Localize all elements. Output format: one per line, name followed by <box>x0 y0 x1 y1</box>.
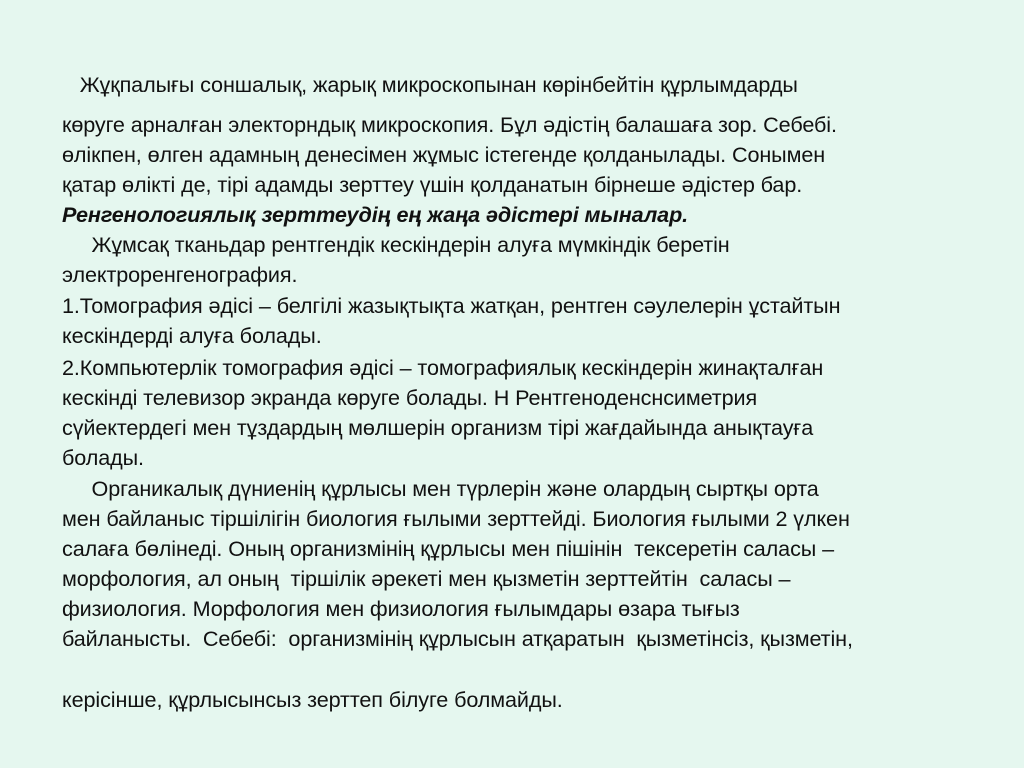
text-line: электроренгенография. <box>62 262 298 287</box>
text-line: Жұқпалығы соншалық, жарық микроскопынан көрінбейтін құрлымдарды <box>62 72 798 97</box>
text-line: сүйектердегі мен тұздардың мөлшерін организм тірі жағдайында анықтауға <box>62 415 814 440</box>
list-item: 2.Компьютерлік томография әдісі – томографиялық кескіндерін жинақталған <box>62 355 824 380</box>
text-line: салаға бөлінеді. Оның организмінің құрлысы мен пішінін тексеретін саласы – <box>62 536 835 561</box>
text-line: қатар өлікті де, тірі адамды зерттеу үшін қолданатын бірнеше әдістер бар. <box>62 172 803 197</box>
text-line: морфология, ал оның тіршілік әрекеті мен қызметін зерттейтін саласы – <box>62 566 791 591</box>
text-line: кескінді телевизор экранда көруге болады. Н Рентгеноденснсиметрия <box>62 385 758 410</box>
text-line: физиология. Морфология мен физиология ғылымдары өзара тығыз <box>62 596 740 621</box>
text-line: байланысты. Себебі: организмінің құрлысын атқаратын қызметінсіз, қызметін, <box>62 626 853 651</box>
text-line: мен байланыс тіршілігін биология ғылыми зерттейді. Биология ғылыми 2 үлкен <box>62 506 850 531</box>
section-heading: Ренгенологиялық зерттеудің ең жаңа әдістері мыналар. <box>62 202 689 227</box>
text-line: Органикалық дүниенің құрлысы мен түрлерін және олардың сыртқы орта <box>62 476 819 501</box>
text-line: керісінше, құрлысынсыз зерттеп білуге болмайды. <box>62 687 563 712</box>
text-line: кескіндерді алуға болады. <box>62 323 322 348</box>
text-line: Жұмсақ тканьдар рентгендік кескіндерін алуға мүмкіндік беретін <box>62 232 730 257</box>
list-item: 1.Томография әдісі – белгілі жазықтықта жатқан, рентген сәулелерін ұстайтын <box>62 293 841 318</box>
text-line: көруге арналған электорндық микроскопия. Бұл әдістің балашаға зор. Себебі. <box>62 112 837 137</box>
text-line: болады. <box>62 445 144 470</box>
text-line: өлікпен, өлген адамның денесімен жұмыс істегенде қолданылады. Сонымен <box>62 142 826 167</box>
